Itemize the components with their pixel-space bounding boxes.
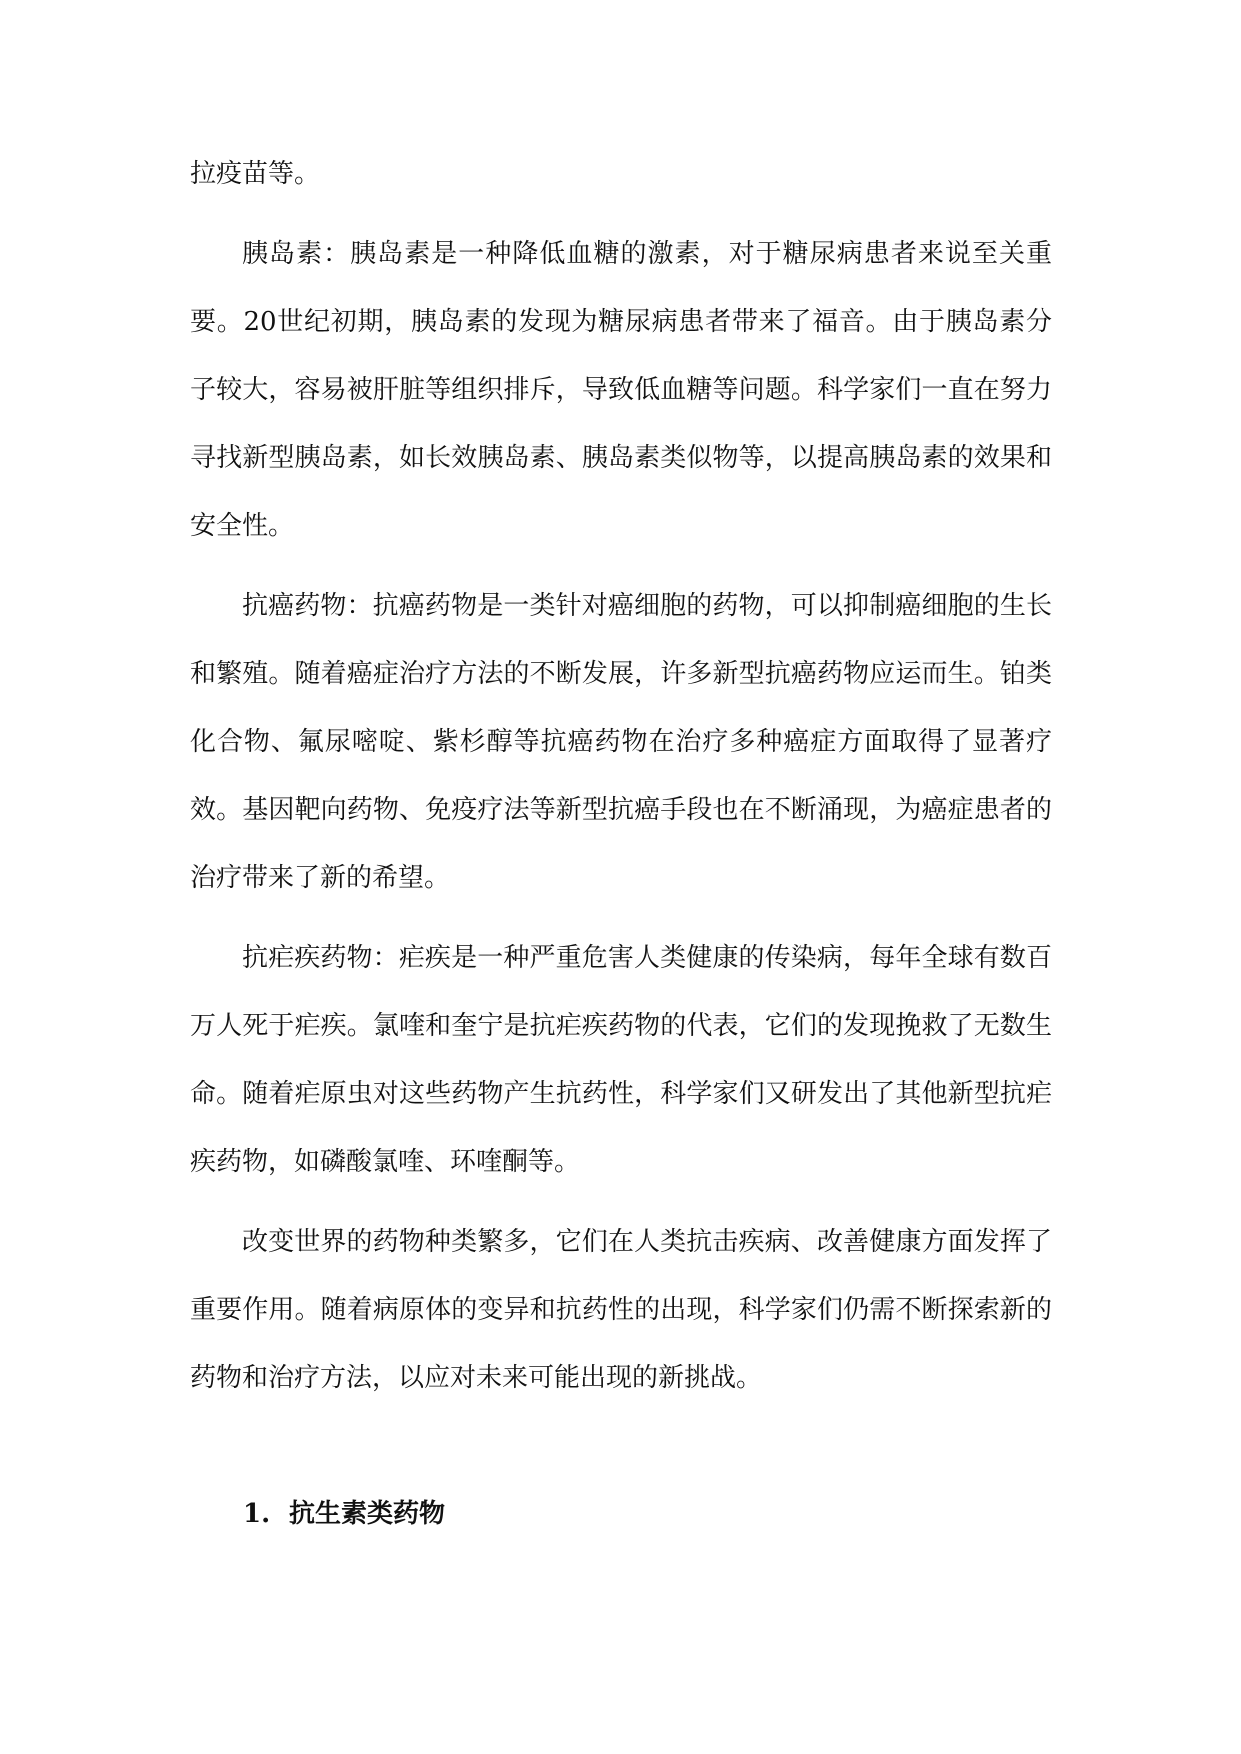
paragraph-anticancer-drugs: 抗癌药物：抗癌药物是一类针对癌细胞的药物，可以抑制癌细胞的生长和繁殖。随着癌症治疗方法的不断发展，许多新型抗癌药物应运而生。铂类化合物、氟尿嘧啶、紫杉醇等抗癌药物在治疗多种癌症方面取得了显著疗效。基因靶向药物、免疫疗法等新型抗癌手段也在不断涌现，为癌症患者的治疗带来了新的希望。: [190, 591, 1052, 893]
paragraph-antimalarial-drugs: 抗疟疾药物：疟疾是一种严重危害人类健康的传染病，每年全球有数百万人死于疟疾。氯喹和奎宁是抗疟疾药物的代表，它们的发现挽救了无数生命。随着疟原虫对这些药物产生抗药性，科学家们又研发出了其他新型抗疟疾药物，如磷酸氯喹、环喹酮等。: [190, 943, 1052, 1177]
document-body: [190, 140, 1052, 1424]
section-heading: [243, 1480, 445, 1548]
section-heading-title: 抗生素类药物: [289, 1499, 446, 1529]
section-heading-number: 1.: [243, 1499, 271, 1529]
paragraph-insulin: 胰岛素：胰岛素是一种降低血糖的激素，对于糖尿病患者来说至关重要。20世纪初期，胰岛素的发现为糖尿病患者带来了福音。由于胰岛素分子较大，容易被肝脏等组织排斥，导致低血糖等问题。科学家们一直在努力寻找新型胰岛素，如长效胰岛素、胰岛素类似物等，以提高胰岛素的效果和安全性。: [190, 239, 1052, 541]
paragraph-vaccine-continuation: 拉疫苗等。: [190, 159, 321, 189]
paragraph-summary: 改变世界的药物种类繁多，它们在人类抗击疾病、改善健康方面发挥了重要作用。随着病原体的变异和抗药性的出现，科学家们仍需不断探索新的药物和治疗方法，以应对未来可能出现的新挑战。: [190, 1227, 1052, 1393]
